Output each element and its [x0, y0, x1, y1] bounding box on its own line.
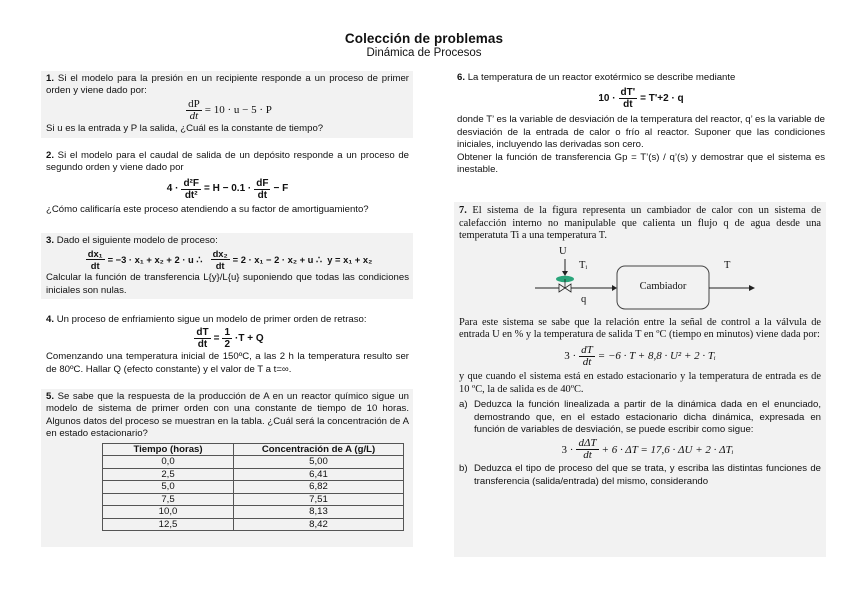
equation: 4 · $\frac{\text{d²F}}{\text{dt²}}$ = H − 0.1 · $\frac{dF}{dt}$ − F: [166, 177, 289, 201]
sub-question-a: a) Deduzca la función linealizada a partir de la dinámica dada en el enunciado, demostrando que, en el estado estacionario dicha dinámica, expresada en función de variables de desviación, se puede escribir como sigue: 3 · $\frac{\text{dΔT}}{dt}$ + 6 · ΔT = 17,6 · ΔU + 2 · ΔTᵢ: [459, 399, 821, 462]
table-row: 10,0 8,13: [103, 506, 404, 519]
problem-2: 2. Si el modelo para el caudal de salida de un depósito responde a un proceso de segundo orden y viene dado por 4 · $\frac{\text{d²F}}{\text{dt²}}$ = H − 0.1 · $\frac{dF}{dt}$ − F ¿Cómo calificaría este proceso atendiendo a su factor de amortiguamiento?: [46, 150, 409, 215]
table-row: 5,0 6,82: [103, 481, 404, 494]
diagram-block-label: Cambiador: [639, 280, 687, 292]
diagram-label-q: q: [581, 293, 587, 305]
diagram-label-u: U: [559, 245, 567, 257]
table-row: 0,0 5,00: [103, 456, 404, 469]
diagram-label-t: T: [724, 259, 731, 271]
document-title: Colección de problemas: [344, 31, 504, 46]
problem-question: Si u es la entrada y P la salida, ¿Cuál es la constante de tiempo?: [46, 122, 324, 134]
document-subtitle: Dinámica de Procesos: [366, 47, 482, 59]
equation: $\frac{\text{dx₁}}{dt}$ = −3 · x₁ + x₂ + 2 · u ∴ $\frac{\text{dx₂}}{dt}$ = 2 · x₁ − 2 · x₂ + u ∴ y = x₁ + x₂: [87, 248, 373, 272]
table-row: 7,5 7,51: [103, 493, 404, 506]
equation: 3 · $\frac{\text{dΔT}}{dt}$ + 6 · ΔT = 17,6 · ΔU + 2 · ΔTᵢ: [561, 437, 734, 462]
table-header: Tiempo (horas): [103, 443, 234, 456]
problem-4: 4. Un proceso de enfriamiento sigue un modelo de primer orden de retraso: $\frac{dT}{dt}$ = $\frac{1}{2}$ ·T + Q Comenzando una temperatura inicial de 150ºC, a las 2 h la temperatura resulto ser de 80ºC. Hallar Q (efecto constante) y el valor de T a t=∞.: [46, 314, 409, 375]
equation: $\frac{dT}{dt}$ = $\frac{1}{2}$ ·T + Q: [196, 327, 264, 351]
table-header: Concentración de A (g/L): [234, 443, 404, 456]
problem-5: 5. Se sabe que la respuesta de la producción de A en un reactor químico sigue un modelo de sistema de primer orden con una constante de tiempo de 10 horas. Algunos datos del proceso se muestran en la tabla. ¿Cuál será la concentración de A en estado estacionario? Tiempo (horas) Concentración de A (g/L) 0,0 5,00 2,5 6,41 5,0 6,82 7,5 7,51 10,0 8,13 12,5 8,42: [41, 389, 413, 547]
process-diagram-icon: [459, 247, 821, 311]
equation: 3 · $\frac{dT}{dt}$ = −6 · T + 8,8 · U² + 2 · Tᵢ: [564, 343, 716, 368]
sub-question-b: b) Deduzca el tipo de proceso del que se trata, y escriba las distintas funciones de transferencia (salida/entrada) del mismo, considerando: [459, 463, 821, 487]
equation: $\frac{dP}{dt}$ = 10 · u − 5 · P: [188, 97, 272, 122]
table-row: 2,5 6,41: [103, 468, 404, 481]
table-row: 12,5 8,42: [103, 518, 404, 531]
problem-6: 6. La temperatura de un reactor exotérmico se describe mediante 10 · $\frac{dT'}{dt}$ = T'+2 · q donde T’ es la variable de desviación de la temperatura del reactor, q’ es la variable de desviación de la entrada de calor o frío al reactor. Suponer que las condiciones iniciales, incluyendo las derivadas son cero. Obtener la función de transferencia Gp = T’(s) / q’(s) y demostrar que el sistema es inestable.: [457, 72, 825, 176]
diagram-label-ti: Tᵢ: [579, 259, 588, 271]
heat-exchanger-diagram: [459, 247, 821, 311]
problem-text: Si el modelo para la presión en un recipiente responde a un proceso de primer orden y viene dado por:: [46, 73, 409, 97]
problem-3: 3. Dado el siguiente modelo de proceso: $\frac{\text{dx₁}}{dt}$ = −3 · x₁ + x₂ + 2 · u ∴ $\frac{\text{dx₂}}{dt}$ = 2 · x₁ − 2 · x₂ + u ∴ y = x₁ + x₂ Calcular la función de transferencia L{y}/L{u} suponiendo que todas las condiciones iniciales son nulas.: [41, 233, 413, 299]
equation: 10 · $\frac{dT'}{dt}$ = T'+2 · q: [598, 87, 684, 111]
problem-7: 7. El sistema de la figura representa un cambiador de calor con un sistema de calefacción interno no manipulable que calienta un flujo q de agua desde una temperatuta Ti a una temperatura T. U Tᵢ q T Cambiador Para este sistema se sabe que la relación entre la señal de control a la válvula de entrada U en % y la temperatura de salida T en ºC (tiempo en minutos) viene dada por: 3 · $\frac{dT}{dt}$ = −6 · T + 8,8 · U² + 2 · Tᵢ y que cuando el sistema está en estado estacionario y la temperatura de entrada es de 10 ºC, la de salida es de 40ºC. a) Deduzca la función linealizada a partir de la dinámica dada en el enunciado, demostrando que, en el estado estacionario dicha dinámica, expresada en función de variables de desviación, se puede escribir como sigue: 3 · $\frac{\text{dΔT}}{dt}$ + 6 · ΔT = 17,6 · ΔU + 2 · ΔTᵢ b) Deduzca el tipo de proceso del que se trata, y escriba las distintas funciones de transferencia (salida/entrada) del mismo, considerando: [454, 202, 826, 557]
problem-number: 1.: [46, 73, 55, 84]
problem-1: [41, 71, 413, 138]
data-table: [102, 443, 404, 532]
